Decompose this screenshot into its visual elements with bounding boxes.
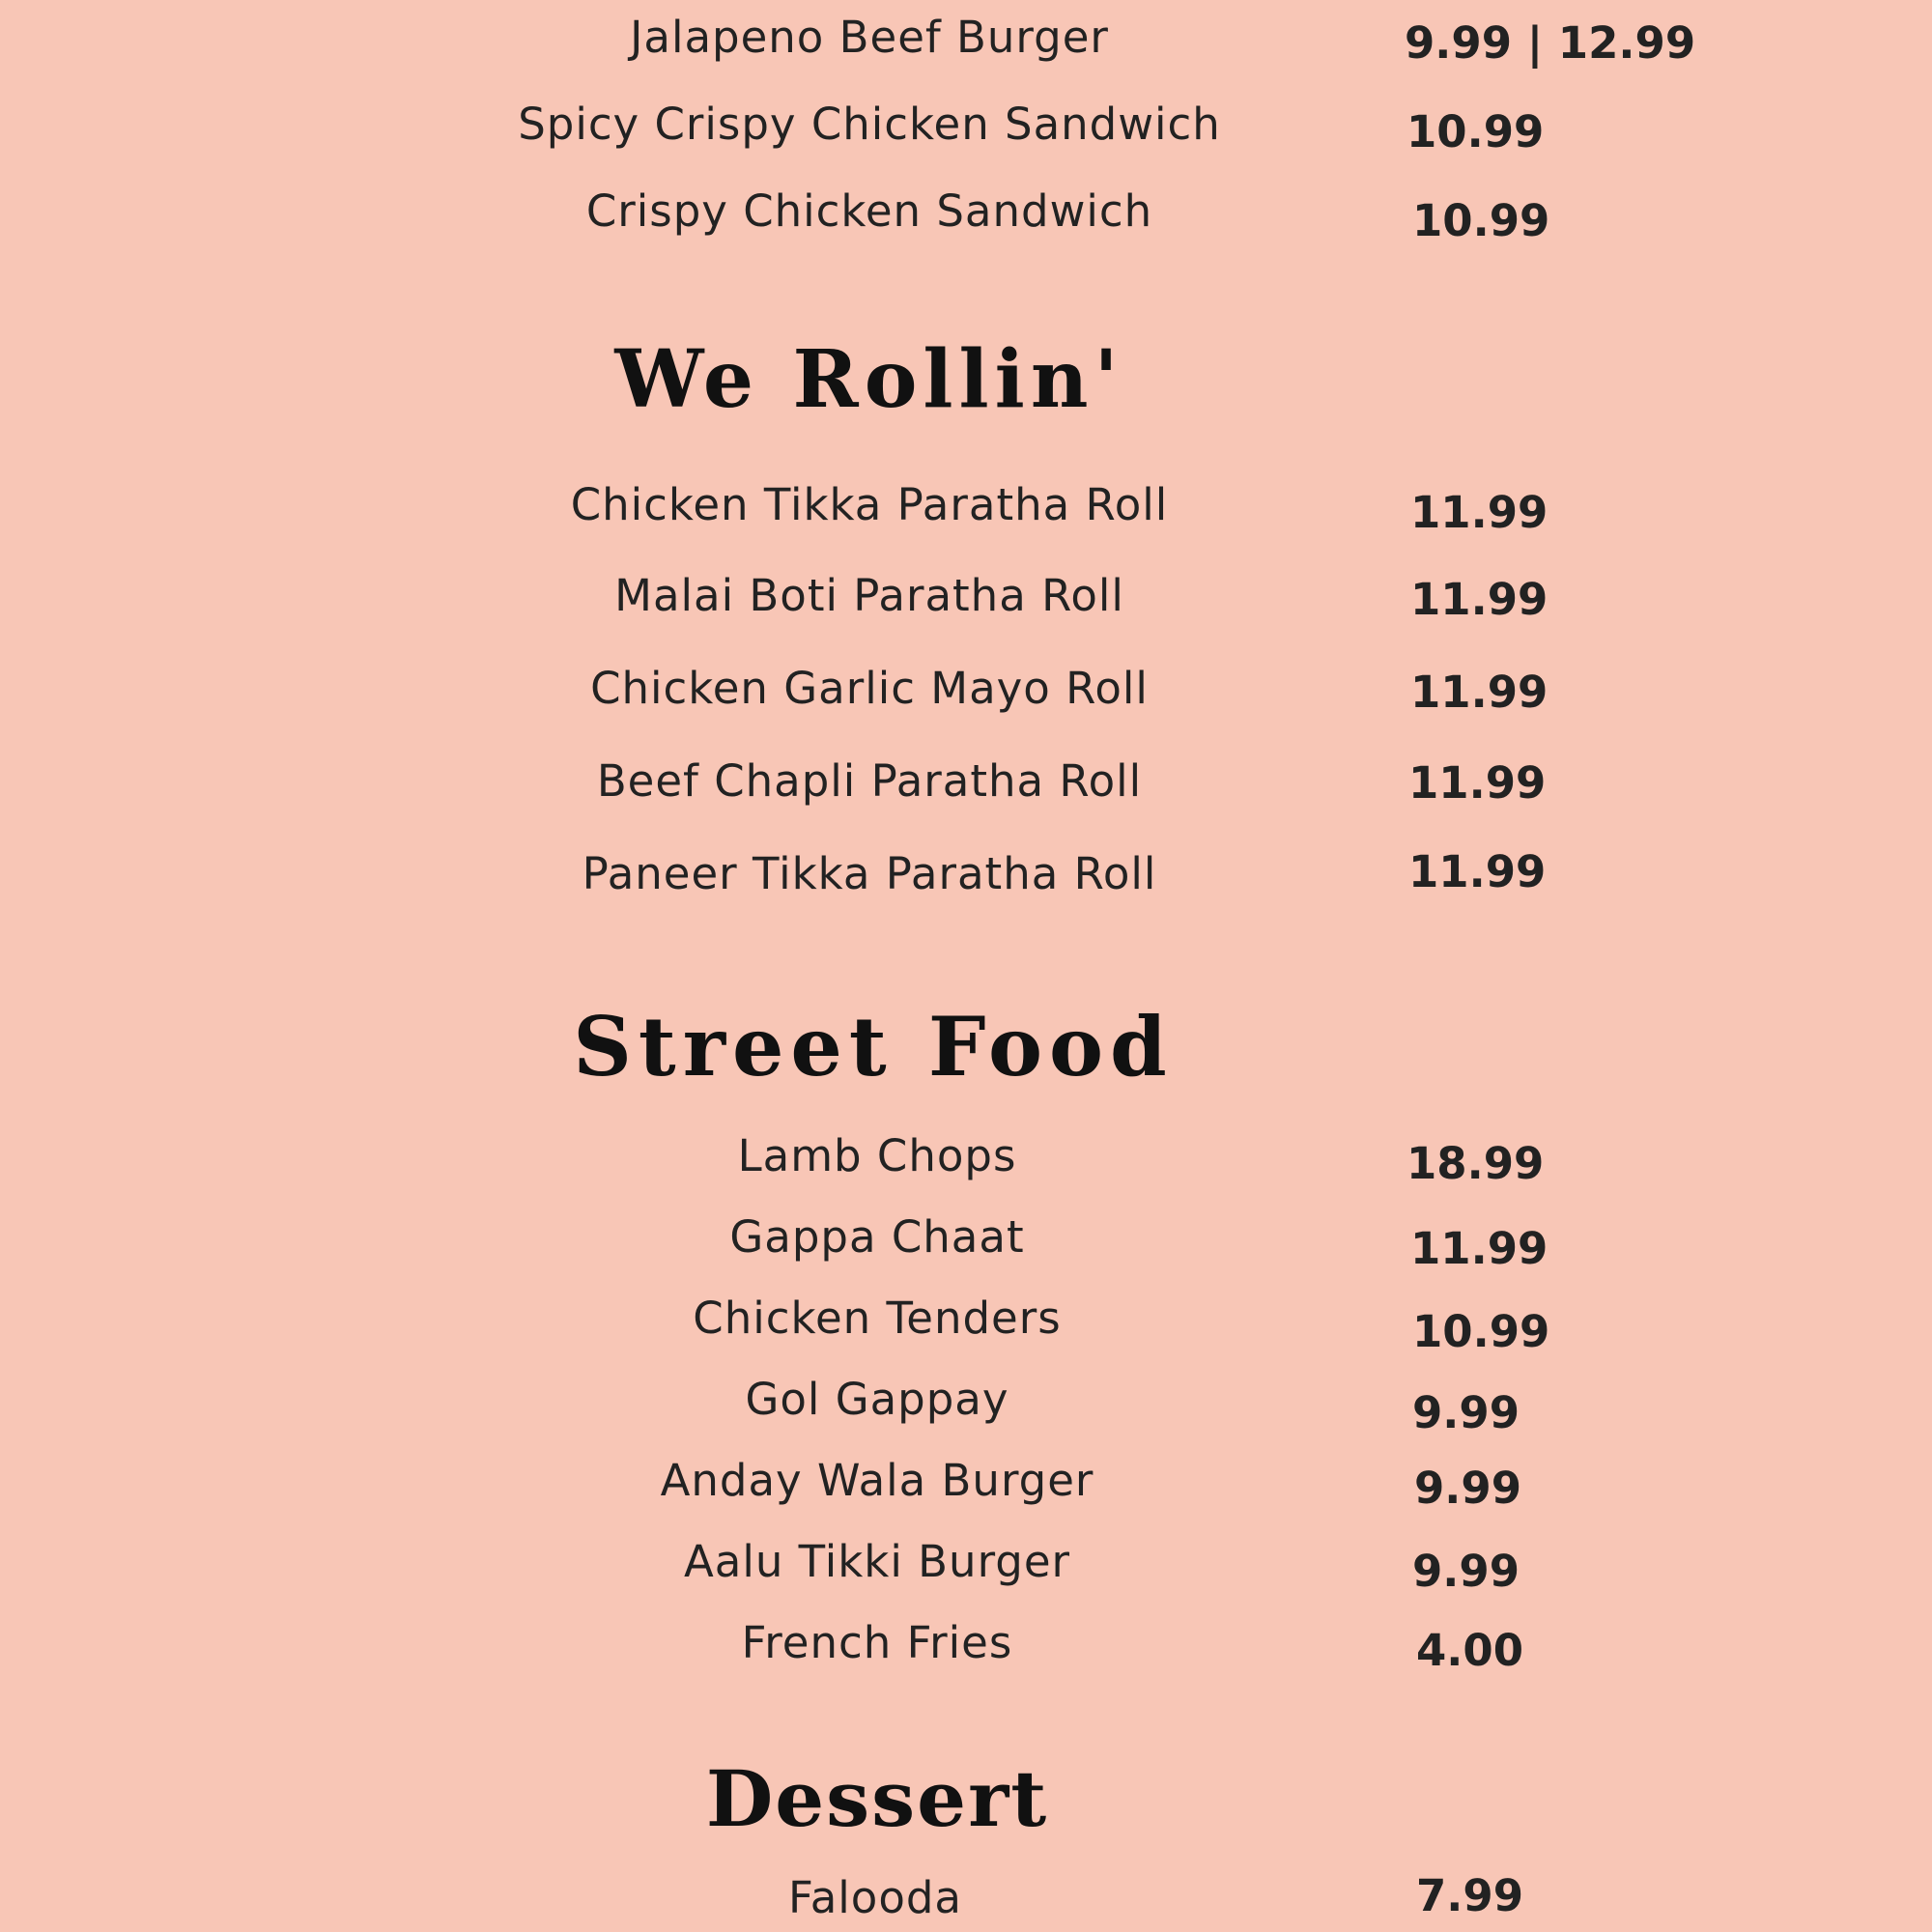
menu-item-price: 11.99 [1410,667,1548,718]
section-title-dessert: Dessert [705,1753,1049,1844]
menu-item-price: 11.99 [1408,757,1547,809]
menu-item-name: Malai Boti Paratha Roll [614,570,1124,621]
menu-item-price: 9.99 [1414,1463,1522,1514]
menu-item-name: Falooda [787,1872,963,1923]
section-title-we-rollin: We Rollin' [614,333,1124,426]
menu-item-name: Chicken Tikka Paratha Roll [570,479,1169,530]
menu-item-price: 11.99 [1410,574,1548,625]
menu-item-price: 11.99 [1408,846,1547,897]
menu-item-price: 10.99 [1412,195,1550,246]
menu-item-name: Chicken Garlic Mayo Roll [590,663,1149,714]
menu-item-name: Gol Gappay [745,1374,1009,1425]
menu-item-price: 4.00 [1416,1625,1524,1676]
menu-item-price: 18.99 [1406,1138,1545,1189]
menu-item-name: Crispy Chicken Sandwich [585,185,1153,237]
menu-item-price: 9.99 [1412,1387,1520,1438]
menu-item-name: Anday Wala Burger [660,1455,1094,1506]
menu-item-name: Jalapeno Beef Burger [630,12,1109,63]
menu-item-price: 7.99 [1416,1870,1524,1921]
menu-item-name: Paneer Tikka Paratha Roll [582,848,1157,899]
menu-item-name: Spicy Crispy Chicken Sandwich [518,99,1221,150]
menu-item-price: 11.99 [1410,487,1548,538]
menu-item-price: 10.99 [1406,106,1545,157]
menu-item-name: Beef Chapli Paratha Roll [596,755,1143,807]
menu-item-price: 9.99 [1412,1546,1520,1597]
menu-item-price: 10.99 [1412,1306,1550,1357]
menu-item-name: Aalu Tikki Burger [683,1536,1071,1587]
menu-item-name: Gappa Chaat [729,1211,1025,1263]
menu-item-name: French Fries [741,1617,1013,1668]
menu-item-name: Chicken Tenders [693,1293,1062,1344]
menu-item-price: 9.99 | 12.99 [1405,17,1696,69]
menu-item-price: 11.99 [1410,1223,1548,1274]
menu-item-name: Lamb Chops [737,1130,1017,1181]
section-title-street-food: Street Food [573,999,1174,1094]
